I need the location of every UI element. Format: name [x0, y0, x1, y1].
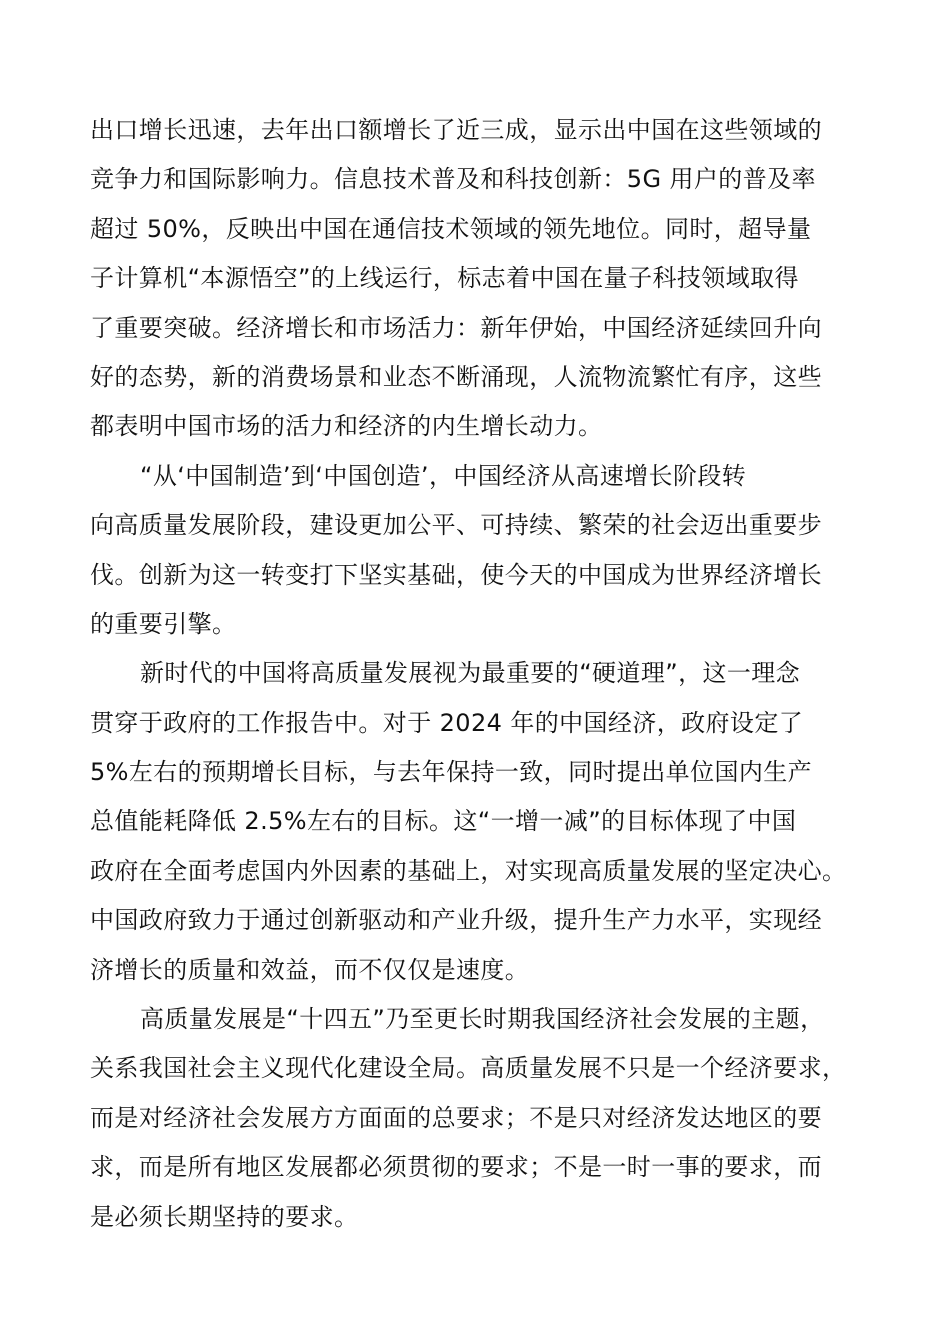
text-line: 而是对经济社会发展方方面面的总要求；不是只对经济发达地区的要 — [90, 1103, 822, 1132]
paragraph-first-line: 高质量发展是“十四五”乃至更长时期我国经济社会发展的主题， — [140, 1005, 825, 1034]
text-line: 的重要引擎。 — [90, 609, 237, 638]
text-line: 子计算机“本源悟空”的上线运行，标志着中国在量子科技领域取得 — [90, 264, 799, 293]
text-line: 贯穿于政府的工作报告中。对于 2024 年的中国经济，政府设定了 — [90, 708, 804, 737]
text-line: 是必须长期坚持的要求。 — [90, 1202, 359, 1231]
text-line: 都表明中国市场的活力和经济的内生增长动力。 — [90, 412, 603, 441]
paragraph-first-line: “从‘中国制造’到‘中国创造’，中国经济从高速增长阶段转 — [140, 461, 747, 490]
paragraph-first-line: 新时代的中国将高质量发展视为最重要的“硬道理”，这一理念 — [140, 659, 801, 688]
text-line: 出口增长迅速，去年出口额增长了近三成，显示出中国在这些领域的 — [90, 116, 822, 144]
text-line: 济增长的质量和效益，而不仅仅是速度。 — [90, 955, 530, 984]
text-line: 5%左右的预期增长目标，与去年保持一致，同时提出单位国内生产 — [90, 758, 813, 787]
text-line: 好的态势，新的消费场景和业态不断涌现，人流物流繁忙有序，这些 — [90, 362, 822, 391]
text-line: 竞争力和国际影响力。信息技术普及和科技创新：5G 用户的普及率 — [90, 165, 816, 194]
document-body — [90, 106, 890, 1242]
text-line: 伐。创新为这一转变打下坚实基础，使今天的中国成为世界经济增长 — [90, 560, 822, 589]
text-line: 向高质量发展阶段，建设更加公平、可持续、繁荣的社会迈出重要步 — [90, 511, 822, 540]
text-line: 政府在全面考虑国内外因素的基础上，对实现高质量发展的坚定决心。 — [90, 856, 847, 885]
text-line: 求，而是所有地区发展都必须贯彻的要求；不是一时一事的要求，而 — [90, 1153, 822, 1182]
text-line: 总值能耗降低 2.5%左右的目标。这“一增一减”的目标体现了中国 — [90, 807, 797, 836]
text-line: 超过 50%，反映出中国在通信技术领域的领先地位。同时，超导量 — [90, 214, 812, 243]
text-line: 中国政府致力于通过创新驱动和产业升级，提升生产力水平，实现经 — [90, 906, 822, 935]
text-line: 了重要突破。经济增长和市场活力：新年伊始，中国经济延续回升向 — [90, 313, 822, 342]
text-line: 关系我国社会主义现代化建设全局。高质量发展不只是一个经济要求， — [90, 1054, 847, 1083]
